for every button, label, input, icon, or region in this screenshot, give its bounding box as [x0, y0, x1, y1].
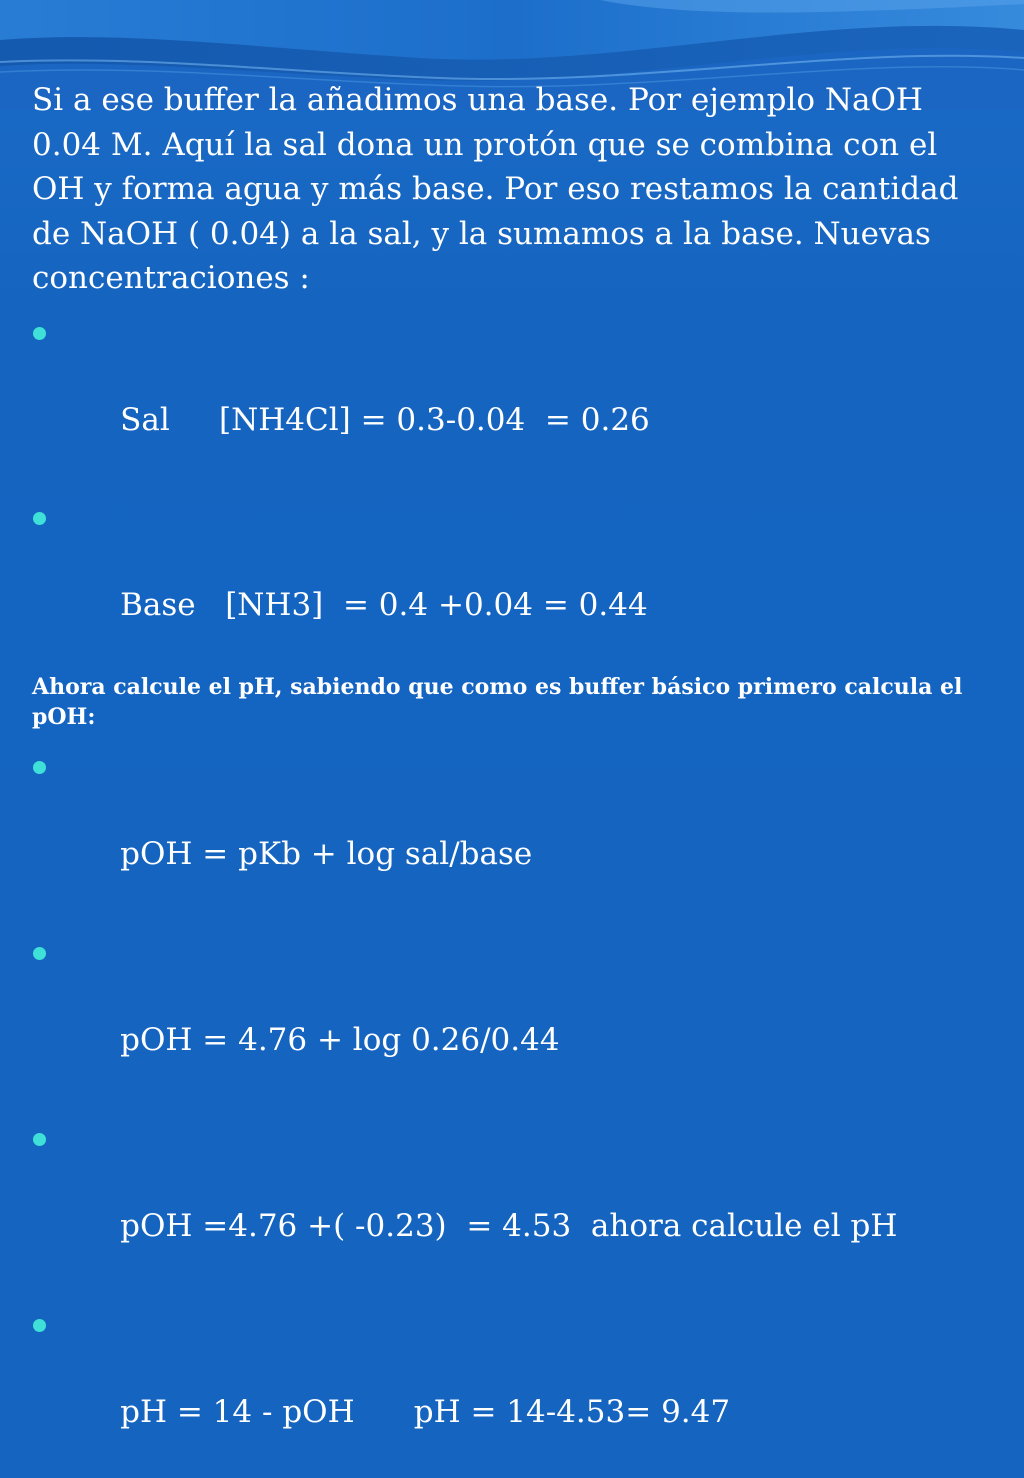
intro-paragraph: Si a ese buffer la añadimos una base. Por ejemplo NaOH 0.04 M. Aquí la sal dona un protón que se combina con el OH y forma agua y más base. Por eso restamos la cantidad de NaOH ( 0.04) a la sal, y la sumamos a la base. Nuevas concentraciones :: [32, 82, 959, 296]
bullet-ph-result: [32, 1302, 992, 1478]
bullet-text: pH = 14 - pOH pH = 14-4.53= 9.47: [120, 1393, 731, 1430]
bullet-dot-icon: [33, 512, 46, 525]
bullet-text: pOH = pKb + log sal/base: [120, 835, 533, 872]
bullet-poh-result: [32, 1116, 992, 1292]
bullet-dot-icon: [33, 947, 46, 960]
bullet-text: Sal [NH4Cl] = 0.3-0.04 = 0.26: [120, 401, 650, 438]
slide-content: [32, 78, 992, 1478]
bullet-dot-icon: [33, 1133, 46, 1146]
bullet-poh-formula: [32, 744, 992, 920]
bullet-sal-concentration: [32, 310, 992, 486]
bullet-dot-icon: [33, 1319, 46, 1332]
bullet-text: pOH =4.76 +( -0.23) = 4.53 ahora calcule el pH: [120, 1207, 898, 1244]
bullet-dot-icon: [33, 327, 46, 340]
bullet-text: Base [NH3] = 0.4 +0.04 = 0.44: [120, 586, 648, 623]
bullet-dot-icon: [33, 761, 46, 774]
bullet-text: pOH = 4.76 + log 0.26/0.44: [120, 1021, 560, 1058]
bullet-poh-substitution: [32, 930, 992, 1106]
instruction-paragraph: Ahora calcule el pH, sabiendo que como es buffer básico primero calcula el pOH:: [32, 673, 963, 730]
bullet-base-concentration: [32, 495, 992, 671]
